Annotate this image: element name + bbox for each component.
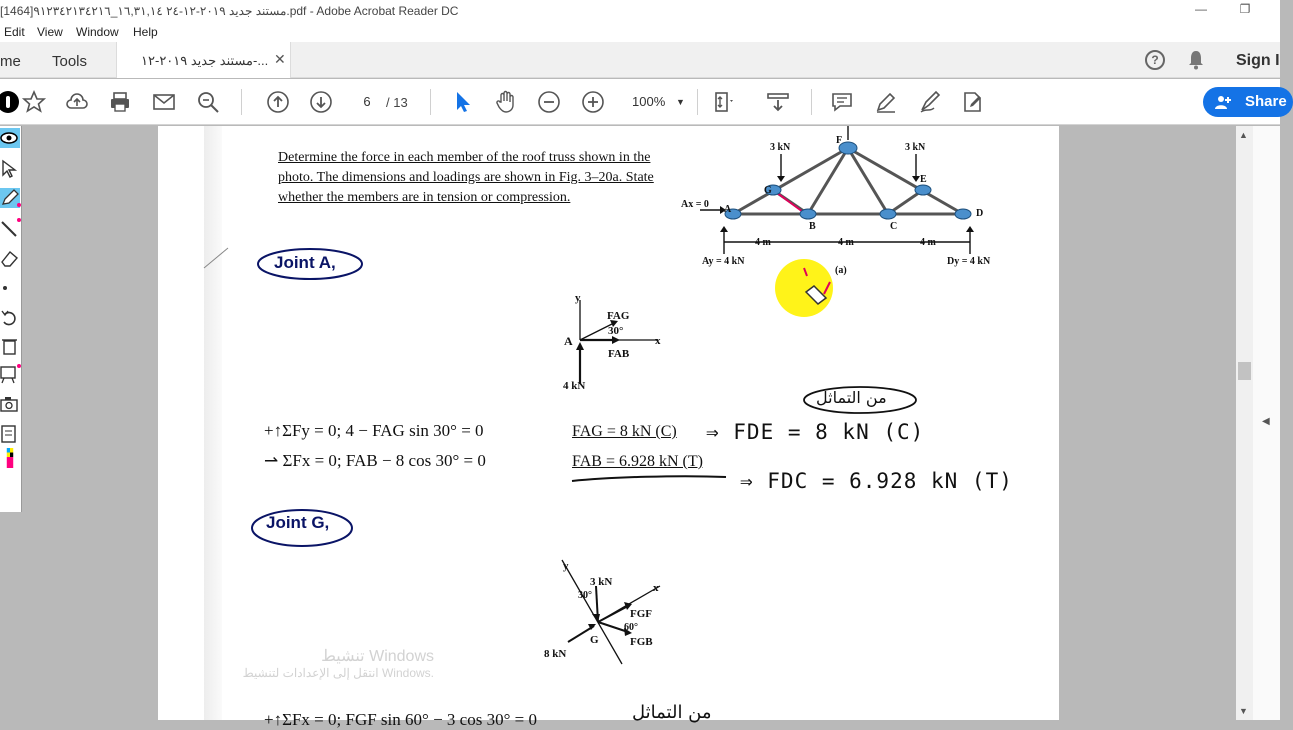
tab-home[interactable]: me bbox=[0, 53, 21, 70]
menu-window[interactable]: Window bbox=[76, 25, 119, 39]
truss-load-right: 3 kN bbox=[905, 142, 926, 153]
truss-dim-2: 4 m bbox=[838, 237, 854, 248]
problem-statement bbox=[278, 148, 676, 208]
handwritten-fdc: ⇒ FDC = 6.928 kN (T) bbox=[740, 469, 1013, 493]
expand-pane-icon[interactable]: ◀ bbox=[1262, 416, 1270, 427]
pen-icon[interactable] bbox=[0, 188, 20, 208]
next-page-icon[interactable] bbox=[309, 90, 333, 114]
truss-node-b: B bbox=[809, 221, 816, 232]
notes-icon[interactable] bbox=[0, 424, 20, 444]
fbd-g-angle-1: 30° bbox=[578, 590, 592, 601]
fbd-g-side-load: 8 kN bbox=[544, 648, 567, 660]
page-total: / 13 bbox=[386, 95, 408, 110]
fbd-g-fgb: FGB bbox=[630, 636, 653, 648]
tab-bar bbox=[0, 42, 1280, 78]
fbd-a-angle: 30° bbox=[608, 325, 624, 337]
tab-document-label: مستند جديد ٢٠١٩-١٢-... bbox=[141, 53, 269, 68]
truss-dim-3: 4 m bbox=[920, 237, 936, 248]
window-title: مستند جديد ٢٠١٩-١٢-٢٤ ١٦,٣١,١٤_٩١٢٣٤٢١٣٤٢١٦[1464].pdf - Adobe Acrobat Reader DC bbox=[0, 4, 459, 18]
select-cursor-icon[interactable] bbox=[451, 90, 475, 114]
equation-bottom: +↑ΣFx = 0; FGF sin 60° − 3 cos 30° = 0 bbox=[264, 710, 537, 729]
fbd-g-angle-2: 60° bbox=[624, 622, 638, 633]
result-fag: FAG = 8 kN (C) bbox=[572, 423, 677, 440]
equation-sum-fx: ⇀ ΣFx = 0; FAB − 8 cos 30° = 0 bbox=[264, 451, 486, 470]
dot-icon[interactable] bbox=[0, 278, 20, 298]
bulb-icon[interactable] bbox=[0, 90, 20, 114]
fbd-g-x: x bbox=[653, 582, 659, 594]
eye-icon[interactable] bbox=[0, 128, 20, 148]
zoom-out-icon[interactable] bbox=[537, 90, 561, 114]
zoom-select[interactable] bbox=[624, 91, 688, 113]
hand-tool-icon[interactable] bbox=[494, 90, 518, 114]
menu-bar bbox=[0, 22, 1280, 42]
trash-icon[interactable] bbox=[0, 336, 20, 356]
camera-icon[interactable] bbox=[0, 394, 20, 414]
share-label: Share bbox=[1245, 93, 1287, 110]
truss-load-left: 3 kN bbox=[770, 142, 791, 153]
color-palette-icon[interactable] bbox=[0, 448, 20, 468]
pointer-icon[interactable] bbox=[0, 158, 20, 178]
page-fit-icon[interactable] bbox=[712, 90, 736, 114]
pencil-cursor-icon bbox=[774, 260, 834, 320]
sign-in-link[interactable]: Sign I bbox=[1236, 52, 1280, 69]
mail-icon[interactable] bbox=[152, 90, 176, 114]
vertical-scrollbar[interactable] bbox=[1236, 126, 1253, 720]
truss-node-c: C bbox=[890, 221, 898, 232]
menu-view[interactable]: View bbox=[37, 25, 63, 39]
draw-sign-icon[interactable] bbox=[918, 90, 942, 114]
truss-figure bbox=[678, 126, 1008, 276]
watermark-line-2: انتقل إلى الإعدادات لتنشيط Windows. bbox=[242, 666, 434, 680]
document-page bbox=[158, 126, 1059, 729]
scan-edge bbox=[204, 126, 222, 720]
windows-watermark bbox=[194, 646, 434, 680]
problem-line-1: Determine the force in each member of the roof truss shown in the bbox=[278, 150, 651, 165]
title-bar bbox=[0, 0, 1280, 22]
truss-dy: Dy = 4 kN bbox=[947, 256, 991, 267]
symmetry-note-bottom: من التماثل bbox=[632, 702, 712, 723]
scan-mark bbox=[202, 244, 230, 272]
menu-edit[interactable]: Edit bbox=[4, 25, 25, 39]
scroll-down-icon[interactable]: ▼ bbox=[1239, 706, 1248, 716]
user-icon bbox=[1215, 94, 1231, 114]
truss-node-f: F bbox=[836, 135, 843, 146]
fbd-a-fab: FAB bbox=[608, 348, 630, 360]
truss-fig-label: (a) bbox=[835, 265, 847, 276]
scroll-mode-icon[interactable] bbox=[766, 90, 790, 114]
fbd-a-load: 4 kN bbox=[563, 380, 586, 392]
comment-icon[interactable] bbox=[830, 90, 854, 114]
highlight-pen-icon[interactable] bbox=[874, 90, 898, 114]
result-fab: FAB = 6.928 kN (T) bbox=[572, 453, 703, 470]
fbd-a-fag: FAG bbox=[607, 310, 630, 322]
watermark-line-1: تنشيط Windows bbox=[321, 648, 434, 665]
handwritten-fde: ⇒ FDE = 8 kN (C) bbox=[706, 420, 925, 444]
zoom-value: 100% bbox=[632, 94, 666, 109]
bookmark-star-icon[interactable] bbox=[22, 90, 46, 114]
divider bbox=[811, 89, 812, 115]
truss-node-e: E bbox=[920, 174, 927, 185]
truss-ay: Ay = 4 kN bbox=[702, 256, 745, 267]
tab-tools[interactable]: Tools bbox=[52, 53, 88, 70]
minimize-button[interactable]: — bbox=[1195, 2, 1207, 16]
truss-node-d: D bbox=[976, 208, 984, 219]
symmetry-note: من التماثل bbox=[816, 388, 887, 407]
divider bbox=[430, 89, 431, 115]
bell-icon[interactable] bbox=[1187, 50, 1205, 70]
divider bbox=[697, 89, 698, 115]
equation-sum-fy: +↑ΣFy = 0; 4 − FAG sin 30° = 0 bbox=[264, 421, 484, 440]
edit-pdf-icon[interactable] bbox=[961, 90, 985, 114]
annotation-toolbar bbox=[0, 126, 22, 512]
truss-dim-1: 4 m bbox=[755, 237, 771, 248]
main-toolbar bbox=[0, 79, 1287, 125]
scrollbar-thumb[interactable] bbox=[1238, 362, 1251, 380]
fbd-a-y: y bbox=[575, 292, 581, 304]
joint-a-label: Joint A, bbox=[274, 253, 336, 272]
truss-node-g: G bbox=[764, 185, 772, 196]
fbd-g-fgf: FGF bbox=[630, 608, 652, 620]
tab-document[interactable] bbox=[116, 42, 291, 78]
fbd-g-origin: G bbox=[590, 634, 599, 646]
fbd-g-y: y bbox=[563, 560, 569, 572]
menu-help[interactable]: Help bbox=[133, 25, 158, 39]
divider bbox=[241, 89, 242, 115]
problem-line-2: photo. The dimensions and loadings are shown in Fig. 3–20a. State bbox=[278, 170, 654, 185]
line-icon[interactable] bbox=[0, 218, 20, 238]
zoom-in-icon[interactable] bbox=[581, 90, 605, 114]
share-button[interactable] bbox=[1203, 87, 1293, 117]
truss-node-a: A bbox=[724, 204, 732, 215]
restore-button[interactable]: ❐ bbox=[1239, 2, 1251, 16]
help-icon[interactable]: ? bbox=[1145, 50, 1165, 70]
prev-page-icon[interactable] bbox=[266, 90, 290, 114]
fbd-a-origin: A bbox=[564, 334, 573, 348]
scroll-up-icon[interactable]: ▲ bbox=[1239, 130, 1248, 140]
undo-icon[interactable] bbox=[0, 308, 20, 328]
search-zoom-icon[interactable] bbox=[196, 90, 220, 114]
print-icon[interactable] bbox=[108, 90, 132, 114]
problem-line-3: whether the members are in tension or compression. bbox=[278, 190, 571, 205]
page-number-input[interactable]: 6 bbox=[363, 94, 371, 109]
eraser-icon[interactable] bbox=[0, 248, 20, 268]
fbd-a-x: x bbox=[655, 335, 661, 347]
joint-g-label: Joint G, bbox=[266, 513, 330, 532]
fbd-g-load: 3 kN bbox=[590, 576, 613, 588]
upload-cloud-icon[interactable] bbox=[65, 90, 89, 114]
truss-ax: Ax = 0 bbox=[681, 199, 709, 210]
right-pane-collapsed bbox=[1253, 126, 1280, 720]
result-underline bbox=[570, 473, 730, 485]
chevron-down-icon: ▼ bbox=[676, 97, 685, 107]
close-tab-icon[interactable]: ✕ bbox=[274, 51, 286, 67]
whiteboard-icon[interactable] bbox=[0, 364, 20, 384]
